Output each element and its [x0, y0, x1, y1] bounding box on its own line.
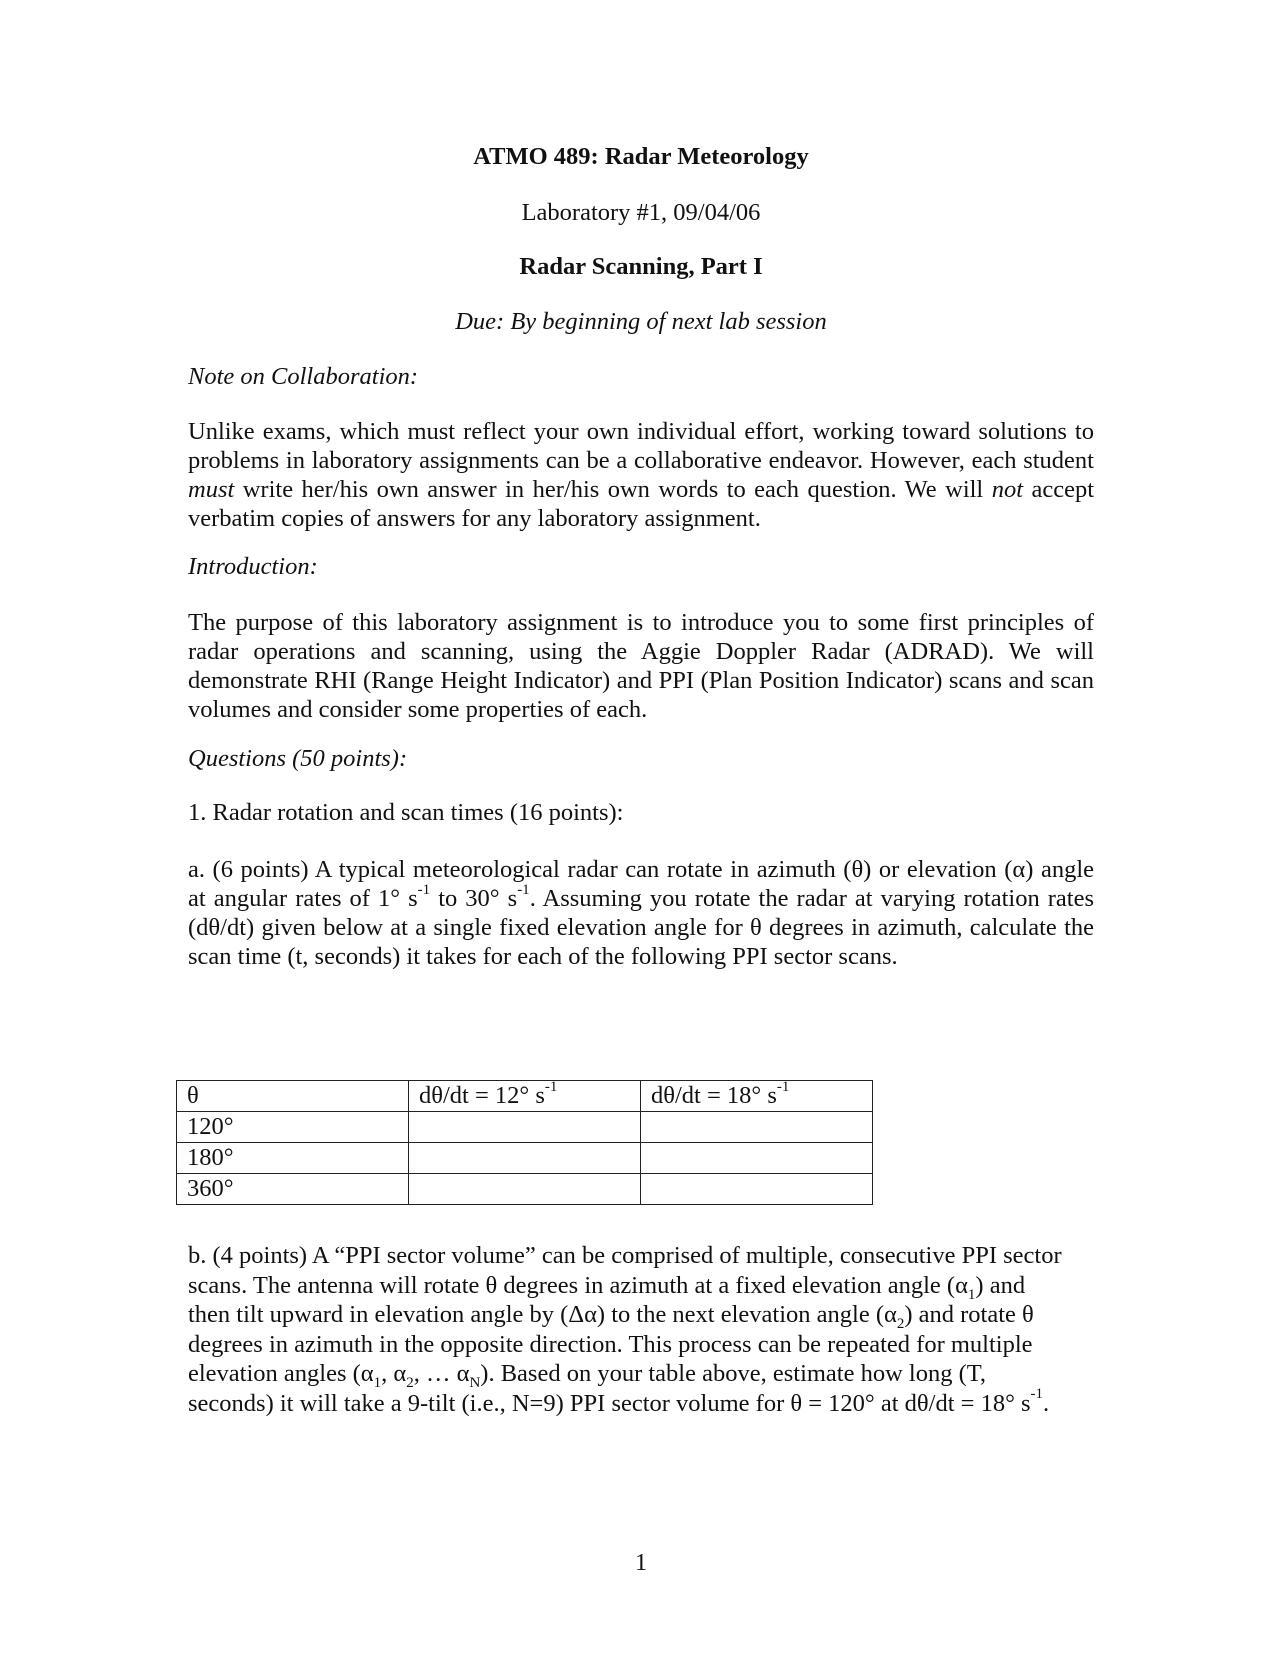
collaboration-text-1: Unlike exams, which must reflect your own individual effort, working toward solutions to problems in laboratory assignments can be a collaborative endeavor. However, each student — [188, 418, 1094, 474]
q1b-l6-sup: -1 — [1030, 1386, 1044, 1403]
q1b-l6-a: seconds) it will take a 9-tilt (i.e., N=9) PPI sector volume for θ = 120° at dθ/dt = 18° s — [188, 1389, 1031, 1417]
table-row — [177, 1174, 873, 1205]
q1a-text-2: to 30° s — [430, 885, 518, 912]
q1a-sup-1: -1 — [417, 881, 431, 898]
q1b-line-4: degrees in azimuth in the opposite direction. This process can be repeated for multiple — [188, 1330, 1033, 1358]
table-row — [177, 1112, 873, 1143]
q1b-line-3 — [188, 1300, 1094, 1330]
table-header-rate-12 — [409, 1078, 641, 1112]
rate-12-label: dθ/dt = 12° s — [419, 1082, 545, 1109]
rate-18-sup: -1 — [776, 1078, 790, 1095]
q1b-line-2 — [188, 1271, 1094, 1301]
table-header-rate-18 — [641, 1078, 873, 1112]
question-1b-text — [188, 1241, 1094, 1418]
q1b-l6-b: . — [1043, 1389, 1050, 1417]
table-cell-answer[interactable] — [641, 1174, 873, 1205]
q1b-l5-sub-1: 1 — [373, 1374, 382, 1391]
q1b-l5-c: , … α — [413, 1360, 470, 1387]
introduction-heading: Introduction: — [188, 553, 318, 580]
table-cell-theta: 180° — [177, 1143, 409, 1174]
question-1-title: 1. Radar rotation and scan times (16 points): — [188, 799, 624, 826]
collaboration-emphasis-not: not — [991, 476, 1023, 503]
question-1a-text — [188, 855, 1094, 971]
course-title: ATMO 489: Radar Meteorology — [473, 143, 809, 170]
lab-subtitle: Radar Scanning, Part I — [519, 253, 763, 280]
rate-18-label: dθ/dt = 18° s — [651, 1082, 777, 1109]
table-header-row — [177, 1081, 873, 1112]
collaboration-paragraph — [188, 417, 1094, 533]
q1a-sup-2: -1 — [517, 881, 530, 898]
table-cell-theta: 360° — [177, 1174, 409, 1205]
table-cell-answer[interactable] — [409, 1143, 641, 1174]
collaboration-text-2: write her/his own answer in her/his own words to each question. We will — [234, 476, 992, 503]
q1b-l5-d: ). Based on your table above, estimate how long (T, — [480, 1360, 987, 1387]
q1b-line-1: b. (4 points) A “PPI sector volume” can be comprised of multiple, consecutive PPI sector — [188, 1242, 1062, 1269]
questions-heading: Questions (50 points): — [188, 745, 408, 772]
table-cell-theta: 120° — [177, 1112, 409, 1143]
q1b-l3-sub: 2 — [896, 1315, 905, 1332]
collaboration-emphasis-must: must — [188, 476, 235, 503]
q1b-line-6 — [188, 1386, 1094, 1419]
table-cell-answer[interactable] — [409, 1112, 641, 1143]
q1b-l3-a: then tilt upward in elevation angle by (Δα) to the next elevation angle (α — [188, 1301, 897, 1328]
q1b-l5-b: , α — [381, 1360, 407, 1387]
collaboration-heading: Note on Collaboration: — [188, 363, 419, 390]
table-cell-answer[interactable] — [409, 1174, 641, 1205]
page-number: 1 — [634, 1549, 648, 1576]
q1b-l5-sub-2: 2 — [406, 1374, 414, 1391]
due-line: Due: By beginning of next lab session — [455, 308, 827, 335]
lab-number-date: Laboratory #1, 09/04/06 — [521, 199, 761, 226]
table-cell-answer[interactable] — [641, 1143, 873, 1174]
q1a-text-1: a. (6 points) A typical meteorological radar can rotate in azimuth (θ) or elevation (α) angle at angular rates of 1° s — [188, 856, 1094, 912]
table-cell-answer[interactable] — [641, 1112, 873, 1143]
table-header-theta: θ — [177, 1081, 409, 1112]
q1b-l5-a: elevation angles (α — [188, 1360, 374, 1387]
collaboration-text-3: accept verbatim copies of answers for any laboratory assignment. — [188, 476, 1094, 532]
q1a-text-3: . Assuming you rotate the radar at varying rotation rates (dθ/dt) given below at a single fixed elevation angle for θ degrees in azimuth, calculate the scan time (t, seconds) it takes for each of the following PPI sector scans. — [188, 885, 1095, 970]
q1b-l5-sub-n: N — [469, 1374, 481, 1391]
q1b-l2-b: ) and — [975, 1271, 1026, 1299]
q1b-l3-b: ) and rotate θ — [904, 1301, 1034, 1328]
q1b-l2-sub: 1 — [967, 1286, 976, 1303]
scan-time-table — [176, 1080, 873, 1205]
table-row — [177, 1143, 873, 1174]
rate-12-sup: -1 — [544, 1078, 558, 1095]
q1b-line-5 — [188, 1359, 1094, 1389]
q1b-l2-a: scans. The antenna will rotate θ degrees in azimuth at a fixed elevation angle (α — [188, 1271, 968, 1299]
introduction-paragraph: The purpose of this laboratory assignment is to introduce you to some first principles of radar operations and scanning, using the Aggie Doppler Radar (ADRAD). We will demonstrate RHI (Range Height Indicator) and PPI (Plan Position Indicator) scans and scan volumes and consider some properties of each. — [188, 609, 1094, 723]
